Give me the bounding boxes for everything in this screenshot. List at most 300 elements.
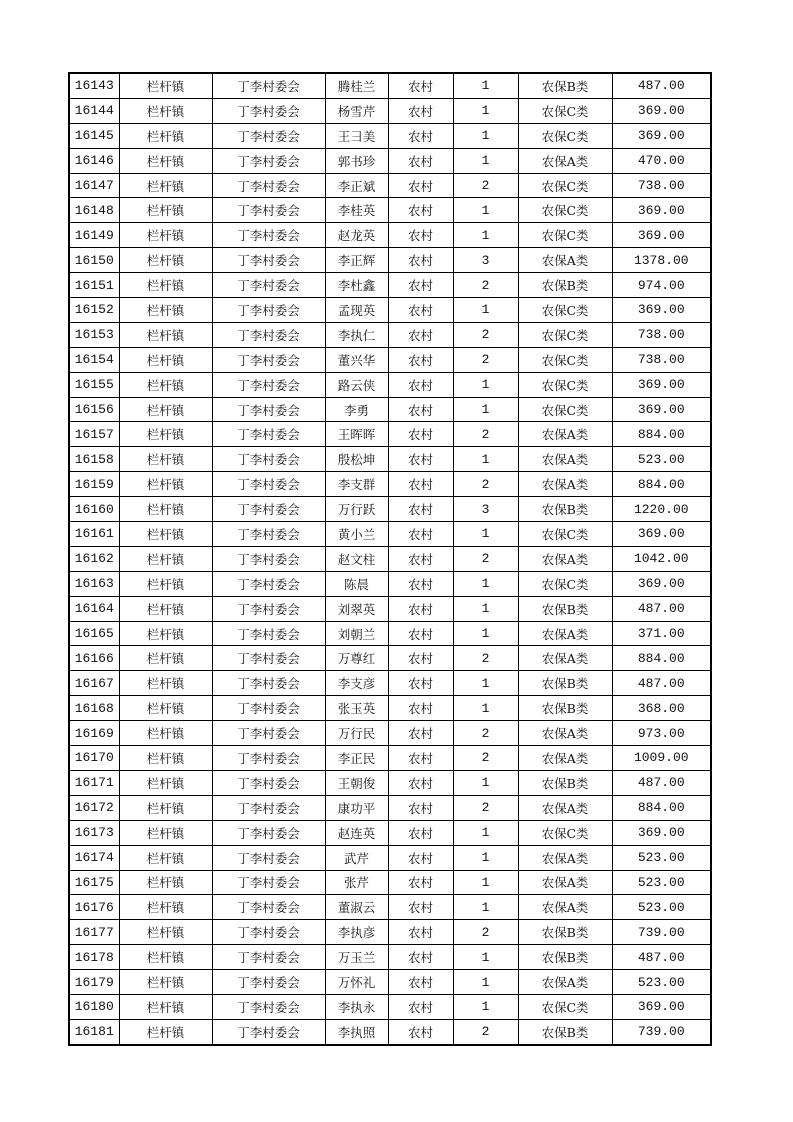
cell-id: 16169: [69, 721, 119, 746]
cell-category: 农保B类: [518, 671, 612, 696]
cell-type: 农村: [388, 347, 453, 372]
cell-category: 农保B类: [518, 73, 612, 98]
cell-amount: 369.00: [612, 123, 711, 148]
cell-name: 李正民: [325, 746, 388, 771]
cell-town: 栏杆镇: [119, 372, 212, 397]
cell-type: 农村: [388, 571, 453, 596]
table-row: [69, 571, 711, 596]
cell-name: 康功平: [325, 795, 388, 820]
table-row: [69, 870, 711, 895]
table-row: [69, 546, 711, 571]
cell-name: 殷松坤: [325, 447, 388, 472]
cell-name: 刘朝兰: [325, 621, 388, 646]
cell-type: 农村: [388, 870, 453, 895]
cell-town: 栏杆镇: [119, 198, 212, 223]
cell-category: 农保A类: [518, 970, 612, 995]
cell-id: 16174: [69, 845, 119, 870]
cell-town: 栏杆镇: [119, 148, 212, 173]
cell-amount: 739.00: [612, 920, 711, 945]
table-row: [69, 845, 711, 870]
cell-name: 张芹: [325, 870, 388, 895]
cell-village: 丁李村委会: [212, 397, 325, 422]
cell-count: 2: [453, 1019, 518, 1044]
cell-type: 农村: [388, 472, 453, 497]
cell-category: 农保C类: [518, 98, 612, 123]
cell-amount: 523.00: [612, 870, 711, 895]
cell-id: 16147: [69, 173, 119, 198]
cell-count: 1: [453, 845, 518, 870]
cell-category: 农保A类: [518, 148, 612, 173]
cell-category: 农保C类: [518, 123, 612, 148]
cell-town: 栏杆镇: [119, 522, 212, 547]
cell-village: 丁李村委会: [212, 746, 325, 771]
cell-name: 万怀礼: [325, 970, 388, 995]
cell-name: 陈晨: [325, 571, 388, 596]
cell-amount: 523.00: [612, 895, 711, 920]
cell-amount: 487.00: [612, 596, 711, 621]
cell-village: 丁李村委会: [212, 845, 325, 870]
table-row: [69, 522, 711, 547]
cell-id: 16162: [69, 546, 119, 571]
cell-town: 栏杆镇: [119, 497, 212, 522]
cell-name: 刘翠英: [325, 596, 388, 621]
cell-amount: 369.00: [612, 994, 711, 1019]
cell-amount: 470.00: [612, 148, 711, 173]
cell-amount: 487.00: [612, 770, 711, 795]
cell-id: 16163: [69, 571, 119, 596]
cell-village: 丁李村委会: [212, 447, 325, 472]
cell-count: 2: [453, 273, 518, 298]
cell-id: 16143: [69, 73, 119, 98]
cell-name: 万行民: [325, 721, 388, 746]
cell-town: 栏杆镇: [119, 447, 212, 472]
cell-count: 2: [453, 322, 518, 347]
cell-category: 农保A类: [518, 845, 612, 870]
cell-village: 丁李村委会: [212, 920, 325, 945]
cell-category: 农保A类: [518, 472, 612, 497]
cell-town: 栏杆镇: [119, 646, 212, 671]
cell-village: 丁李村委会: [212, 322, 325, 347]
cell-town: 栏杆镇: [119, 746, 212, 771]
cell-village: 丁李村委会: [212, 820, 325, 845]
cell-name: 赵龙英: [325, 223, 388, 248]
cell-category: 农保C类: [518, 571, 612, 596]
cell-amount: 1220.00: [612, 497, 711, 522]
cell-id: 16170: [69, 746, 119, 771]
cell-village: 丁李村委会: [212, 546, 325, 571]
cell-village: 丁李村委会: [212, 148, 325, 173]
cell-count: 1: [453, 621, 518, 646]
table-row: [69, 223, 711, 248]
cell-category: 农保C类: [518, 347, 612, 372]
cell-town: 栏杆镇: [119, 322, 212, 347]
cell-category: 农保B类: [518, 273, 612, 298]
cell-village: 丁李村委会: [212, 596, 325, 621]
cell-count: 1: [453, 198, 518, 223]
cell-type: 农村: [388, 73, 453, 98]
table-row: [69, 721, 711, 746]
table-row: [69, 298, 711, 323]
table-row: [69, 671, 711, 696]
table-row: [69, 73, 711, 98]
cell-count: 3: [453, 497, 518, 522]
cell-village: 丁李村委会: [212, 472, 325, 497]
cell-type: 农村: [388, 596, 453, 621]
cell-type: 农村: [388, 322, 453, 347]
cell-count: 2: [453, 746, 518, 771]
cell-id: 16175: [69, 870, 119, 895]
cell-id: 16152: [69, 298, 119, 323]
cell-type: 农村: [388, 546, 453, 571]
cell-village: 丁李村委会: [212, 895, 325, 920]
cell-amount: 369.00: [612, 372, 711, 397]
cell-amount: 739.00: [612, 1019, 711, 1044]
cell-count: 1: [453, 671, 518, 696]
cell-count: 2: [453, 472, 518, 497]
cell-count: 1: [453, 123, 518, 148]
cell-village: 丁李村委会: [212, 696, 325, 721]
cell-id: 16158: [69, 447, 119, 472]
cell-type: 农村: [388, 845, 453, 870]
table-row: [69, 248, 711, 273]
cell-town: 栏杆镇: [119, 73, 212, 98]
cell-count: 1: [453, 447, 518, 472]
cell-count: 1: [453, 98, 518, 123]
cell-name: 孟现英: [325, 298, 388, 323]
cell-village: 丁李村委会: [212, 571, 325, 596]
cell-type: 农村: [388, 721, 453, 746]
cell-town: 栏杆镇: [119, 696, 212, 721]
cell-type: 农村: [388, 895, 453, 920]
cell-amount: 974.00: [612, 273, 711, 298]
table-body: [69, 73, 711, 1045]
cell-amount: 738.00: [612, 173, 711, 198]
cell-id: 16180: [69, 994, 119, 1019]
cell-amount: 487.00: [612, 671, 711, 696]
cell-name: 李执永: [325, 994, 388, 1019]
cell-id: 16165: [69, 621, 119, 646]
cell-type: 农村: [388, 123, 453, 148]
cell-count: 2: [453, 422, 518, 447]
cell-amount: 487.00: [612, 945, 711, 970]
cell-count: 2: [453, 721, 518, 746]
cell-type: 农村: [388, 970, 453, 995]
cell-amount: 523.00: [612, 447, 711, 472]
cell-id: 16178: [69, 945, 119, 970]
cell-name: 武芹: [325, 845, 388, 870]
cell-type: 农村: [388, 1019, 453, 1044]
cell-count: 1: [453, 870, 518, 895]
cell-type: 农村: [388, 746, 453, 771]
cell-amount: 369.00: [612, 397, 711, 422]
cell-town: 栏杆镇: [119, 895, 212, 920]
cell-village: 丁李村委会: [212, 945, 325, 970]
cell-village: 丁李村委会: [212, 198, 325, 223]
cell-id: 16166: [69, 646, 119, 671]
cell-town: 栏杆镇: [119, 397, 212, 422]
cell-town: 栏杆镇: [119, 298, 212, 323]
cell-name: 张玉英: [325, 696, 388, 721]
cell-amount: 1378.00: [612, 248, 711, 273]
cell-amount: 884.00: [612, 646, 711, 671]
cell-amount: 487.00: [612, 73, 711, 98]
cell-village: 丁李村委会: [212, 173, 325, 198]
cell-amount: 523.00: [612, 845, 711, 870]
cell-name: 李执彦: [325, 920, 388, 945]
cell-amount: 369.00: [612, 198, 711, 223]
cell-name: 万玉兰: [325, 945, 388, 970]
cell-count: 1: [453, 571, 518, 596]
cell-village: 丁李村委会: [212, 73, 325, 98]
cell-village: 丁李村委会: [212, 721, 325, 746]
cell-id: 16172: [69, 795, 119, 820]
cell-type: 农村: [388, 173, 453, 198]
cell-category: 农保C类: [518, 173, 612, 198]
cell-name: 李执照: [325, 1019, 388, 1044]
cell-count: 1: [453, 994, 518, 1019]
cell-type: 农村: [388, 770, 453, 795]
cell-type: 农村: [388, 820, 453, 845]
cell-village: 丁李村委会: [212, 422, 325, 447]
cell-count: 1: [453, 397, 518, 422]
cell-id: 16156: [69, 397, 119, 422]
cell-town: 栏杆镇: [119, 472, 212, 497]
cell-village: 丁李村委会: [212, 671, 325, 696]
cell-name: 腾桂兰: [325, 73, 388, 98]
cell-type: 农村: [388, 646, 453, 671]
cell-town: 栏杆镇: [119, 123, 212, 148]
cell-count: 1: [453, 298, 518, 323]
cell-village: 丁李村委会: [212, 497, 325, 522]
cell-town: 栏杆镇: [119, 721, 212, 746]
cell-category: 农保A类: [518, 746, 612, 771]
table-row: [69, 596, 711, 621]
cell-id: 16160: [69, 497, 119, 522]
cell-town: 栏杆镇: [119, 970, 212, 995]
cell-id: 16151: [69, 273, 119, 298]
table-row: [69, 770, 711, 795]
table-row: [69, 621, 711, 646]
cell-count: 1: [453, 596, 518, 621]
cell-name: 赵连英: [325, 820, 388, 845]
table-row: [69, 397, 711, 422]
cell-id: 16155: [69, 372, 119, 397]
cell-count: 2: [453, 920, 518, 945]
cell-category: 农保C类: [518, 223, 612, 248]
cell-name: 路云侠: [325, 372, 388, 397]
table-row: [69, 994, 711, 1019]
table-row: [69, 746, 711, 771]
cell-name: 赵文柱: [325, 546, 388, 571]
table-row: [69, 646, 711, 671]
cell-village: 丁李村委会: [212, 372, 325, 397]
cell-type: 农村: [388, 920, 453, 945]
cell-name: 李正斌: [325, 173, 388, 198]
cell-town: 栏杆镇: [119, 273, 212, 298]
cell-amount: 884.00: [612, 422, 711, 447]
cell-name: 杨雪芹: [325, 98, 388, 123]
table-row: [69, 347, 711, 372]
cell-amount: 884.00: [612, 795, 711, 820]
cell-category: 农保A类: [518, 795, 612, 820]
cell-id: 16167: [69, 671, 119, 696]
cell-category: 农保A类: [518, 447, 612, 472]
cell-town: 栏杆镇: [119, 870, 212, 895]
cell-category: 农保C类: [518, 522, 612, 547]
cell-type: 农村: [388, 497, 453, 522]
cell-id: 16157: [69, 422, 119, 447]
cell-type: 农村: [388, 248, 453, 273]
cell-category: 农保B类: [518, 770, 612, 795]
cell-category: 农保A类: [518, 546, 612, 571]
cell-village: 丁李村委会: [212, 248, 325, 273]
cell-town: 栏杆镇: [119, 845, 212, 870]
table-row: [69, 895, 711, 920]
cell-type: 农村: [388, 945, 453, 970]
table-row: [69, 98, 711, 123]
cell-type: 农村: [388, 994, 453, 1019]
cell-type: 农村: [388, 298, 453, 323]
table-row: [69, 173, 711, 198]
cell-count: 2: [453, 173, 518, 198]
cell-type: 农村: [388, 98, 453, 123]
cell-amount: 369.00: [612, 298, 711, 323]
cell-village: 丁李村委会: [212, 223, 325, 248]
cell-type: 农村: [388, 522, 453, 547]
cell-name: 万行跃: [325, 497, 388, 522]
cell-type: 农村: [388, 372, 453, 397]
cell-name: 李支群: [325, 472, 388, 497]
cell-village: 丁李村委会: [212, 123, 325, 148]
cell-town: 栏杆镇: [119, 546, 212, 571]
cell-name: 李桂英: [325, 198, 388, 223]
cell-count: 1: [453, 696, 518, 721]
cell-count: 2: [453, 795, 518, 820]
cell-type: 农村: [388, 198, 453, 223]
cell-amount: 884.00: [612, 472, 711, 497]
cell-count: 1: [453, 820, 518, 845]
cell-category: 农保C类: [518, 198, 612, 223]
cell-name: 李勇: [325, 397, 388, 422]
cell-town: 栏杆镇: [119, 347, 212, 372]
cell-name: 李杜鑫: [325, 273, 388, 298]
cell-name: 郭书珍: [325, 148, 388, 173]
cell-name: 李执仁: [325, 322, 388, 347]
cell-id: 16181: [69, 1019, 119, 1044]
cell-name: 董淑云: [325, 895, 388, 920]
cell-town: 栏杆镇: [119, 671, 212, 696]
cell-id: 16146: [69, 148, 119, 173]
cell-count: 3: [453, 248, 518, 273]
cell-count: 2: [453, 546, 518, 571]
cell-village: 丁李村委会: [212, 994, 325, 1019]
cell-count: 1: [453, 223, 518, 248]
cell-amount: 369.00: [612, 820, 711, 845]
cell-village: 丁李村委会: [212, 522, 325, 547]
cell-category: 农保B类: [518, 596, 612, 621]
cell-amount: 369.00: [612, 223, 711, 248]
cell-name: 万尊红: [325, 646, 388, 671]
cell-town: 栏杆镇: [119, 1019, 212, 1044]
cell-name: 董兴华: [325, 347, 388, 372]
cell-id: 16179: [69, 970, 119, 995]
cell-count: 1: [453, 148, 518, 173]
cell-count: 1: [453, 372, 518, 397]
cell-town: 栏杆镇: [119, 98, 212, 123]
cell-town: 栏杆镇: [119, 596, 212, 621]
cell-category: 农保C类: [518, 820, 612, 845]
table-row: [69, 970, 711, 995]
cell-name: 黄小兰: [325, 522, 388, 547]
table-row: [69, 322, 711, 347]
cell-amount: 523.00: [612, 970, 711, 995]
cell-type: 农村: [388, 273, 453, 298]
table-row: [69, 447, 711, 472]
cell-count: 1: [453, 522, 518, 547]
cell-type: 农村: [388, 223, 453, 248]
cell-name: 王朝俊: [325, 770, 388, 795]
cell-id: 16150: [69, 248, 119, 273]
cell-village: 丁李村委会: [212, 273, 325, 298]
cell-town: 栏杆镇: [119, 945, 212, 970]
cell-category: 农保A类: [518, 721, 612, 746]
cell-id: 16144: [69, 98, 119, 123]
cell-town: 栏杆镇: [119, 422, 212, 447]
cell-village: 丁李村委会: [212, 970, 325, 995]
cell-category: 农保A类: [518, 248, 612, 273]
cell-amount: 369.00: [612, 571, 711, 596]
cell-name: 王晖晖: [325, 422, 388, 447]
cell-town: 栏杆镇: [119, 795, 212, 820]
cell-name: 李支彦: [325, 671, 388, 696]
cell-id: 16153: [69, 322, 119, 347]
cell-amount: 1009.00: [612, 746, 711, 771]
cell-id: 16159: [69, 472, 119, 497]
cell-village: 丁李村委会: [212, 1019, 325, 1044]
cell-id: 16173: [69, 820, 119, 845]
cell-id: 16171: [69, 770, 119, 795]
cell-town: 栏杆镇: [119, 820, 212, 845]
table-row: [69, 696, 711, 721]
cell-name: 李正辉: [325, 248, 388, 273]
table-row: [69, 820, 711, 845]
table-row: [69, 795, 711, 820]
cell-name: 王彐美: [325, 123, 388, 148]
cell-town: 栏杆镇: [119, 571, 212, 596]
cell-count: 1: [453, 945, 518, 970]
cell-amount: 1042.00: [612, 546, 711, 571]
cell-village: 丁李村委会: [212, 870, 325, 895]
cell-amount: 371.00: [612, 621, 711, 646]
cell-village: 丁李村委会: [212, 770, 325, 795]
cell-amount: 973.00: [612, 721, 711, 746]
cell-category: 农保B类: [518, 945, 612, 970]
table-row: [69, 945, 711, 970]
cell-amount: 738.00: [612, 347, 711, 372]
cell-category: 农保B类: [518, 497, 612, 522]
table-row: [69, 497, 711, 522]
cell-village: 丁李村委会: [212, 98, 325, 123]
cell-count: 2: [453, 347, 518, 372]
cell-type: 农村: [388, 447, 453, 472]
table-row: [69, 920, 711, 945]
cell-id: 16154: [69, 347, 119, 372]
cell-id: 16148: [69, 198, 119, 223]
table-row: [69, 472, 711, 497]
cell-village: 丁李村委会: [212, 298, 325, 323]
cell-town: 栏杆镇: [119, 770, 212, 795]
cell-type: 农村: [388, 148, 453, 173]
